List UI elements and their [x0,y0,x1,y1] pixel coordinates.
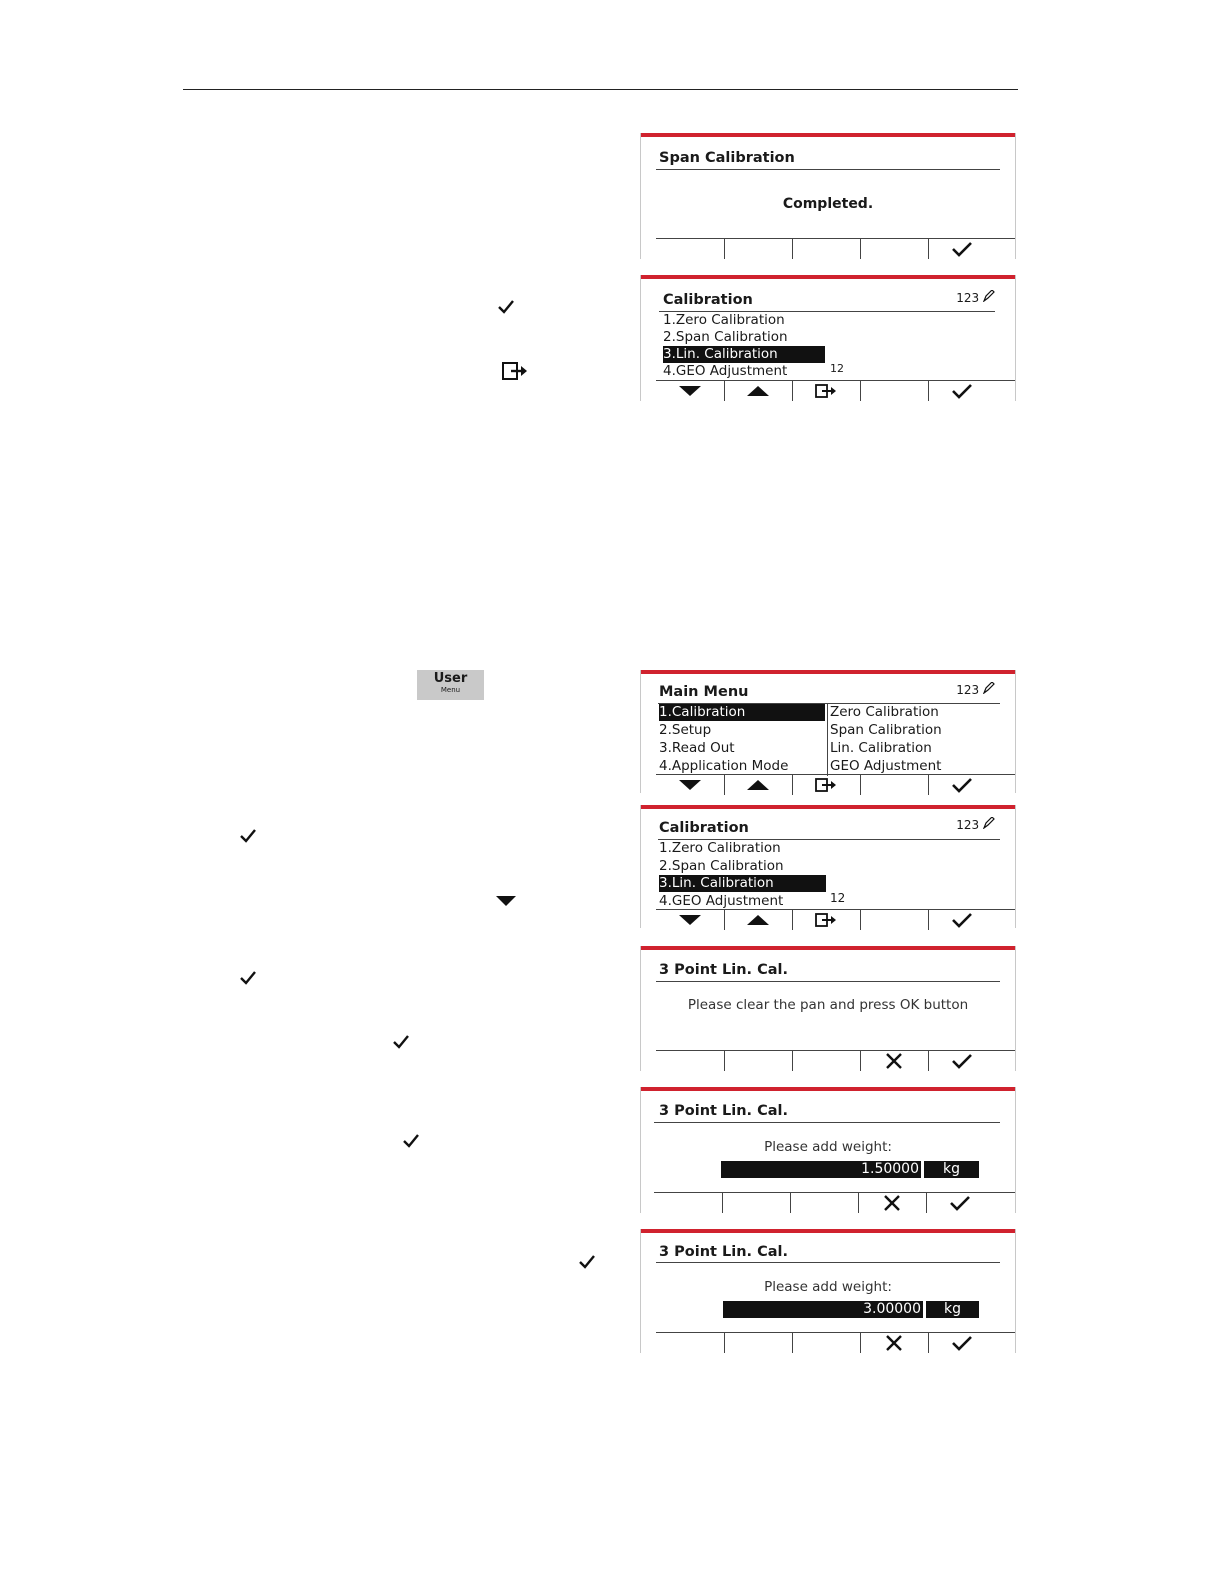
weight-value: 3.00000 [863,1301,921,1317]
screen-top-bar [641,1229,1015,1233]
page-indicator: 12 [830,891,846,905]
softkey-up[interactable] [724,381,792,401]
title-divider [654,1122,1000,1123]
status-indicator [956,817,995,832]
menu-item-selected[interactable]: 3.Lin. Calibration [659,875,826,892]
up-arrow-icon [746,779,770,791]
menu-item[interactable]: 2.Span Calibration [663,329,788,345]
check-icon [239,828,257,844]
title-divider [656,981,1000,982]
screen-top-bar [641,1087,1015,1091]
completed-message: Completed. [782,196,874,212]
submenu-item: Span Calibration [830,722,942,738]
page-header-rule [183,89,1018,90]
check-icon [951,1053,973,1069]
user-key-sublabel: Menu [440,686,461,694]
check-icon [578,1254,596,1270]
down-arrow-icon [495,895,517,907]
softkey-ok[interactable] [928,910,996,930]
instruction-message: Please add weight: [764,1139,892,1155]
status-text: 123 [956,818,980,832]
weight-unit: kg [943,1161,960,1177]
softkey-cancel[interactable] [860,1333,928,1353]
screen-top-bar [641,946,1015,950]
softkey-down[interactable] [656,910,724,930]
screen-top-bar [641,275,1015,279]
softkey-up[interactable] [724,775,792,795]
weight-unit: kg [944,1301,961,1317]
status-text: 123 [956,683,980,697]
softkey-ok[interactable] [928,239,996,259]
menu-item[interactable]: 2.Setup [659,722,712,738]
pencil-icon [983,290,995,302]
status-indicator [956,290,995,305]
softkey-down[interactable] [656,381,724,401]
softkey-exit[interactable] [792,775,860,795]
softkey-exit[interactable] [792,910,860,930]
up-arrow-icon [746,385,770,397]
screen-title: Span Calibration [659,150,795,166]
menu-item-selected[interactable]: 3.Lin. Calibration [663,346,825,363]
screen-title: Calibration [663,292,753,308]
weight-value-field[interactable] [723,1301,923,1318]
check-icon [951,241,973,257]
screen-title: Main Menu [659,684,749,700]
cross-icon [883,1195,901,1211]
calibration-menu-screen [640,275,1016,401]
cross-icon [885,1053,903,1069]
span-calibration-screen [640,133,1016,259]
check-icon [951,383,973,399]
submenu-item: Lin. Calibration [830,740,932,756]
weight-value: 1.50000 [861,1161,919,1177]
calibration-menu-screen [640,805,1016,928]
weight-value-field[interactable] [721,1161,921,1178]
check-icon [951,1335,973,1351]
check-icon [951,777,973,793]
pencil-icon [983,817,995,829]
cross-icon [885,1335,903,1351]
softkey-cancel[interactable] [860,1051,928,1071]
softkey-bar [656,774,1015,795]
softkey-cancel[interactable] [858,1193,926,1213]
softkey-ok[interactable] [928,775,996,795]
menu-item[interactable]: 3.Read Out [659,740,735,756]
screen-top-bar [641,133,1015,137]
softkey-ok[interactable] [928,1051,996,1071]
pencil-icon [983,682,995,694]
softkey-ok[interactable] [926,1193,994,1213]
check-icon [949,1195,971,1211]
submenu-item: Zero Calibration [830,704,939,720]
softkey-up[interactable] [724,910,792,930]
check-icon [402,1133,420,1149]
softkey-ok[interactable] [928,381,996,401]
exit-icon [814,912,838,928]
screen-title: Calibration [659,820,749,836]
softkey-bar [656,909,1015,930]
check-icon [951,912,973,928]
menu-item[interactable]: 2.Span Calibration [659,858,784,874]
instruction-message: Please clear the pan and press OK button [687,997,969,1013]
menu-item[interactable]: 1.Zero Calibration [659,840,781,856]
lin-cal-clear-screen [640,946,1016,1071]
check-icon [497,299,515,315]
lin-cal-weight1-screen [640,1087,1016,1213]
user-menu-key [417,670,484,700]
softkey-bar [656,1050,1015,1071]
exit-icon [814,777,838,793]
screen-top-bar [641,805,1015,809]
menu-item[interactable]: 4.Application Mode [659,758,789,774]
main-menu-screen [640,670,1016,793]
down-arrow-icon [678,779,702,791]
screen-top-bar [641,670,1015,674]
softkey-bar [656,380,1015,401]
check-icon [392,1034,410,1050]
title-divider [656,169,1000,170]
screen-title: 3 Point Lin. Cal. [659,1244,788,1260]
submenu-divider [827,704,828,776]
softkey-down[interactable] [656,775,724,795]
softkey-bar [654,1192,1015,1213]
weight-unit-field[interactable] [926,1301,979,1318]
menu-item[interactable]: 4.GEO Adjustment [663,363,788,379]
down-arrow-icon [678,385,702,397]
check-icon [239,970,257,986]
up-arrow-icon [746,914,770,926]
screen-title: 3 Point Lin. Cal. [659,962,788,978]
menu-item[interactable]: 1.Zero Calibration [663,312,785,328]
softkey-bar [656,238,1015,259]
screen-title: 3 Point Lin. Cal. [659,1103,788,1119]
lin-cal-weight2-screen [640,1229,1016,1353]
softkey-ok[interactable] [928,1333,996,1353]
exit-icon [814,383,838,399]
submenu-item: GEO Adjustment [830,758,942,774]
instruction-message: Please add weight: [764,1279,892,1295]
down-arrow-icon [678,914,702,926]
status-indicator [956,682,995,697]
weight-unit-field[interactable] [924,1161,979,1178]
menu-item-selected[interactable]: 1.Calibration [659,704,825,721]
title-divider [656,1262,1000,1263]
menu-item[interactable]: 4.GEO Adjustment [659,893,784,909]
user-key-label: User [433,671,468,686]
softkey-exit[interactable] [792,381,860,401]
exit-icon [501,361,529,381]
softkey-bar [656,1332,1015,1353]
status-text: 123 [956,291,980,305]
page-indicator: 12 [830,362,844,375]
